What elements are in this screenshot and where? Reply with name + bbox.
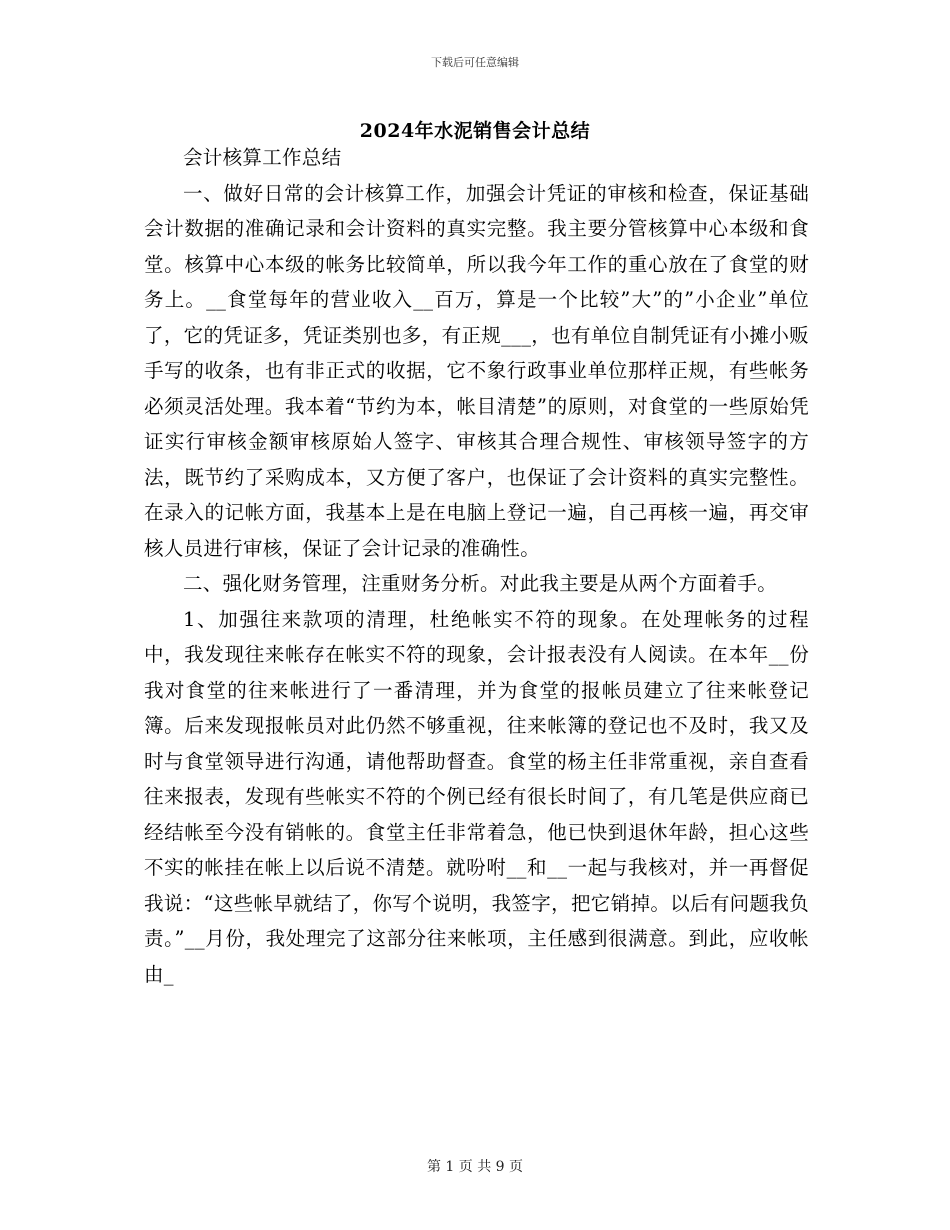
paragraph-2: 二、强化财务管理，注重财务分析。对此我主要是从两个方面着手。 bbox=[183, 572, 778, 595]
document-body bbox=[144, 140, 809, 992]
header-note: 下载后可任意编辑 bbox=[431, 56, 519, 69]
page-footer: 第 1 页 共 9 页 bbox=[426, 1159, 524, 1175]
document-title: 2024年水泥销售会计总结 bbox=[359, 120, 591, 142]
paragraph-1: 一、做好日常的会计核算工作，加强会计凭证的审核和检查，保证基础会计数据的准确记录和会计资料的真实完整。我主要分管核算中心本级和食堂。核算中心本级的帐务比较简单，所以我今年工作的重心放在了食堂的财务上。__食堂每年的营业收入__百万，算是一个比较”大”的”小企业”单位了，它的凭证多，凭证类别也多，有正规___，也有单位自制凭证有小摊小贩手写的收条，也有非正式的收据，它不象行政事业单位那样正规，有些帐务必须灵活处理。我本着“节约为本，帐目清楚”的原则，对食堂的一些原始凭证实行审核金额审核原始人签字、审核其合理合规性、审核领导签字的方法，既节约了采购成本，又方便了客户，也保证了会计资料的真实完整性。在录入的记帐方面，我基本上是在电脑上登记一遍，自己再核一遍，再交审核人员进行审核，保证了会计记录的准确性。 bbox=[144, 181, 809, 560]
section-heading: 会计核算工作总结 bbox=[183, 146, 342, 169]
paragraph-3: 1、加强往来款项的清理，杜绝帐实不符的现象。在处理帐务的过程中，我发现往来帐存在帐实不符的现象，会计报表没有人阅读。在本年__份我对食堂的往来帐进行了一番清理，并为食堂的报帐员建立了往来帐登记簿。后来发现报帐员对此仍然不够重视，往来帐簿的登记也不及时，我又及时与食堂领导进行沟通，请他帮助督查。食堂的杨主任非常重视，亲自查看往来报表，发现有些帐实不符的个例已经有很长时间了，有几笔是供应商已经结帐至今没有销帐的。食堂主任非常着急，他已快到退休年龄，担心这些不实的帐挂在帐上以后说不清楚。就吩咐__和__一起与我核对，并一再督促我说：“这些帐早就结了，你写个说明，我签字，把它销掉。以后有问题我负责。”__月份，我处理完了这部分往来帐项，主任感到很满意。到此，应收帐由_ bbox=[144, 607, 809, 986]
